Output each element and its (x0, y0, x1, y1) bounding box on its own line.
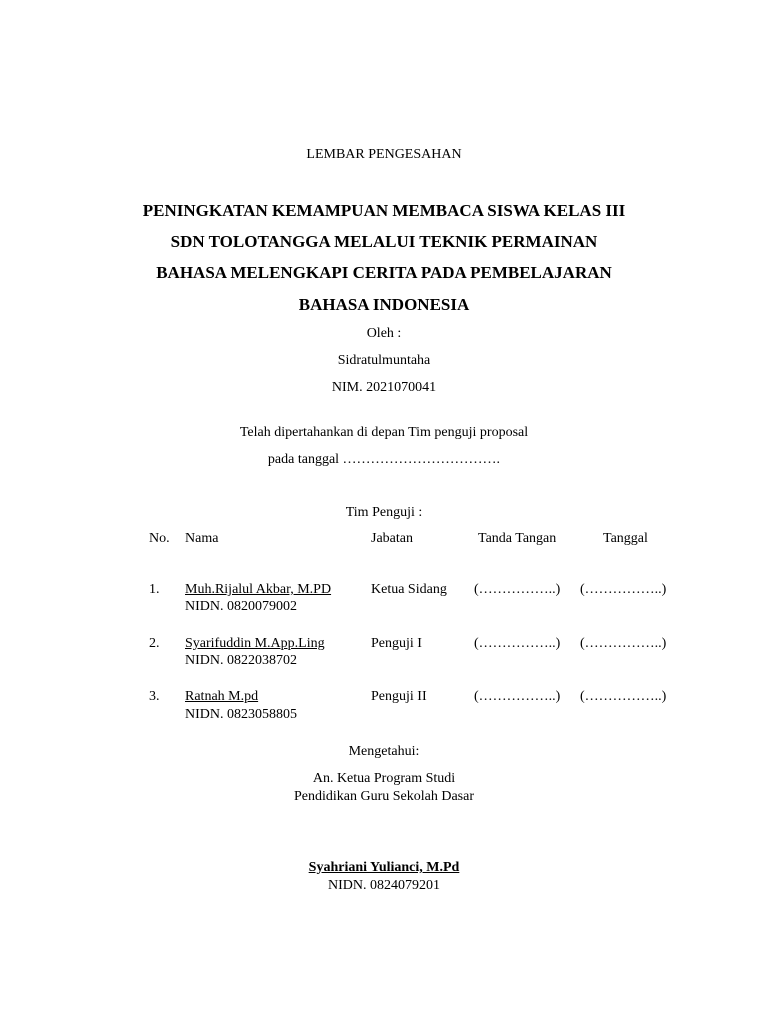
head-of-program-nidn: NIDN. 0824079201 (328, 878, 440, 893)
examiner-name: Syarifuddin M.App.Ling (185, 636, 325, 651)
tim-penguji-label: Tim Penguji : (345, 505, 423, 520)
header-tanggal: Tanggal (603, 531, 648, 546)
defense-line-2: pada tanggal ……………………………. (267, 452, 501, 467)
examiner-nidn: NIDN. 0823058805 (185, 707, 297, 722)
date-blank: (……………..) (580, 636, 667, 651)
oleh-label: Oleh : (366, 326, 402, 341)
mengetahui-label: Mengetahui: (348, 744, 420, 759)
title-line-1: PENINGKATAN KEMAMPUAN MEMBACA SISWA KELAS III (142, 201, 626, 220)
header-tanda-tangan: Tanda Tangan (478, 531, 557, 546)
document-heading: LEMBAR PENGESAHAN (306, 147, 462, 162)
signature-blank: (……………..) (474, 582, 561, 597)
defense-line-1: Telah dipertahankan di depan Tim penguji proposal (239, 425, 529, 440)
date-blank: (……………..) (580, 582, 667, 597)
header-no: No. (149, 531, 170, 546)
examiner-role: Penguji I (371, 636, 422, 651)
title-line-3: BAHASA MELENGKAPI CERITA PADA PEMBELAJARAN (156, 263, 612, 282)
examiner-nidn: NIDN. 0822038702 (185, 653, 297, 668)
row-no: 3. (149, 689, 160, 704)
title-line-4: BAHASA INDONESIA (298, 295, 470, 314)
signature-blank: (……………..) (474, 636, 561, 651)
examiner-role: Penguji II (371, 689, 427, 704)
author-name: Sidratulmuntaha (337, 353, 431, 368)
head-of-program-name: Syahriani Yulianci, M.Pd (308, 860, 460, 875)
signature-blank: (……………..) (474, 689, 561, 704)
examiner-name: Muh.Rijalul Akbar, M.PD (185, 582, 332, 597)
program-line-2: Pendidikan Guru Sekolah Dasar (293, 789, 475, 804)
examiner-nidn: NIDN. 0820079002 (185, 599, 297, 614)
author-nim: NIM. 2021070041 (331, 380, 437, 395)
program-line-1: An. Ketua Program Studi (312, 771, 456, 786)
date-blank: (……………..) (580, 689, 667, 704)
header-nama: Nama (185, 531, 219, 546)
row-no: 2. (149, 636, 160, 651)
row-no: 1. (149, 582, 160, 597)
examiner-name: Ratnah M.pd (185, 689, 259, 704)
header-jabatan: Jabatan (371, 531, 413, 546)
examiner-role: Ketua Sidang (371, 582, 447, 597)
title-line-2: SDN TOLOTANGGA MELALUI TEKNIK PERMAINAN (170, 232, 598, 251)
